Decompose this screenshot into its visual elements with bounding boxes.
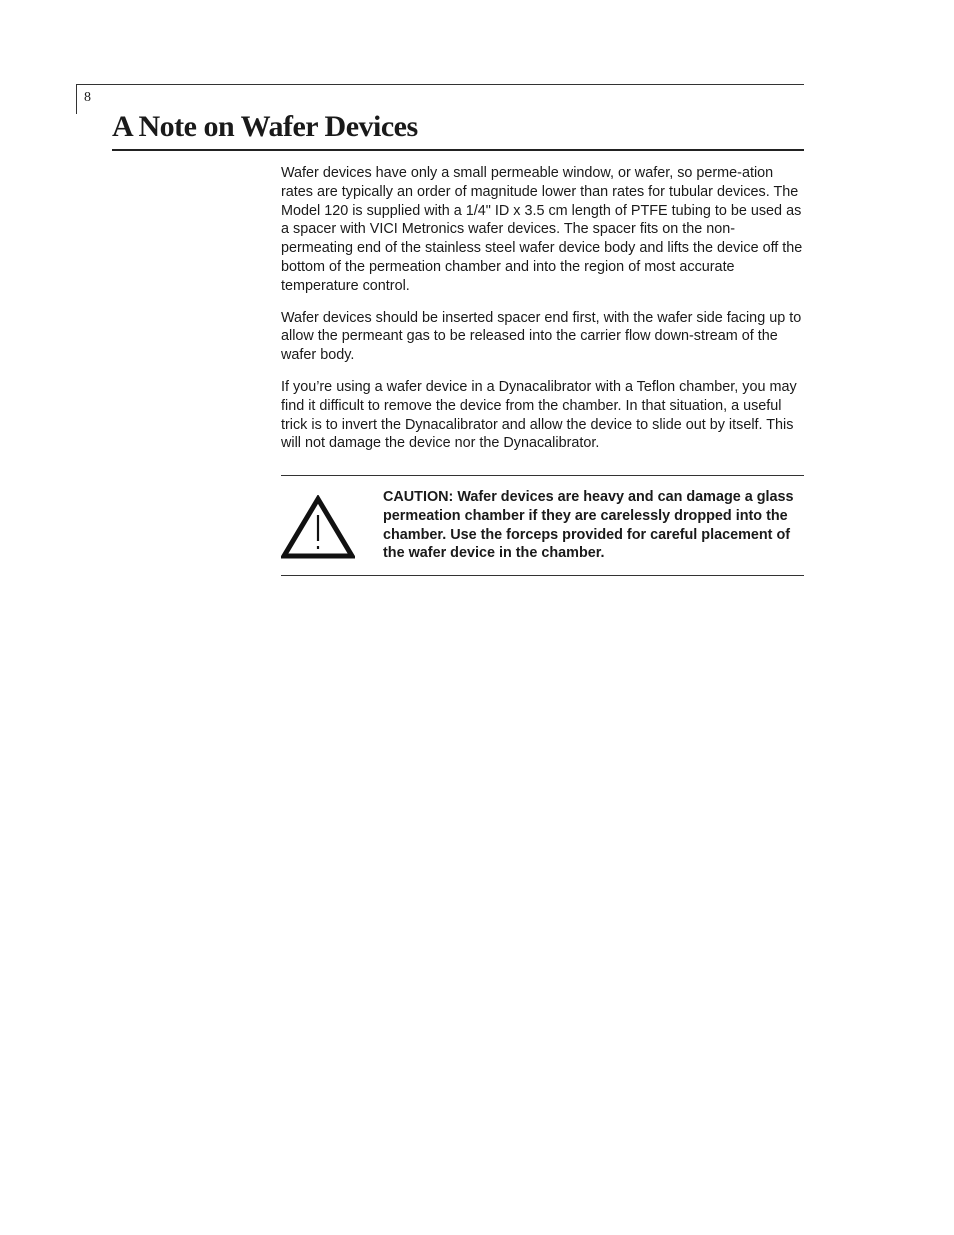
body-text bbox=[281, 164, 807, 466]
paragraph-2: Wafer devices should be inserted spacer end first, with the wafer side facing up to allow the permeant gas to be released into the carrier flow down-stream of the wafer body. bbox=[281, 309, 802, 364]
caution-text: CAUTION: Wafer devices are heavy and can damage a glass permeation chamber if they are carelessly dropped into the chamber. Use the forceps provided for careful placement of the wafer device in the chamber. bbox=[383, 489, 794, 562]
title-rule bbox=[112, 149, 804, 151]
caution-box bbox=[281, 475, 804, 576]
page-title: A Note on Wafer Devices bbox=[112, 110, 418, 143]
page-number: 8 bbox=[84, 90, 91, 105]
paragraph-1: Wafer devices have only a small permeable window, or wafer, so perme-ation rates are typically an order of magnitude lower than rates for tubular devices. The Model 120 is supplied with a 1/4" ID x 3.5 cm length of PTFE tubing to be used as a spacer with VICI Metronics wafer devices. The spacer fits on the non-permeating end of the stainless steel wafer device body and lifts the device off the bottom of the permeation chamber and into the region of most accurate temperature control. bbox=[281, 165, 803, 294]
header-rule bbox=[76, 84, 804, 85]
warning-triangle-icon bbox=[281, 495, 355, 561]
paragraph-3: If you’re using a wafer device in a Dynacalibrator with a Teflon chamber, you may find it difficult to remove the device from the chamber. In that situation, a useful trick is to invert the Dynacalibrator and allow the device to slide out by itself. This will not damage the device nor the Dynacalibrator. bbox=[281, 378, 797, 452]
header-tick bbox=[76, 84, 77, 114]
